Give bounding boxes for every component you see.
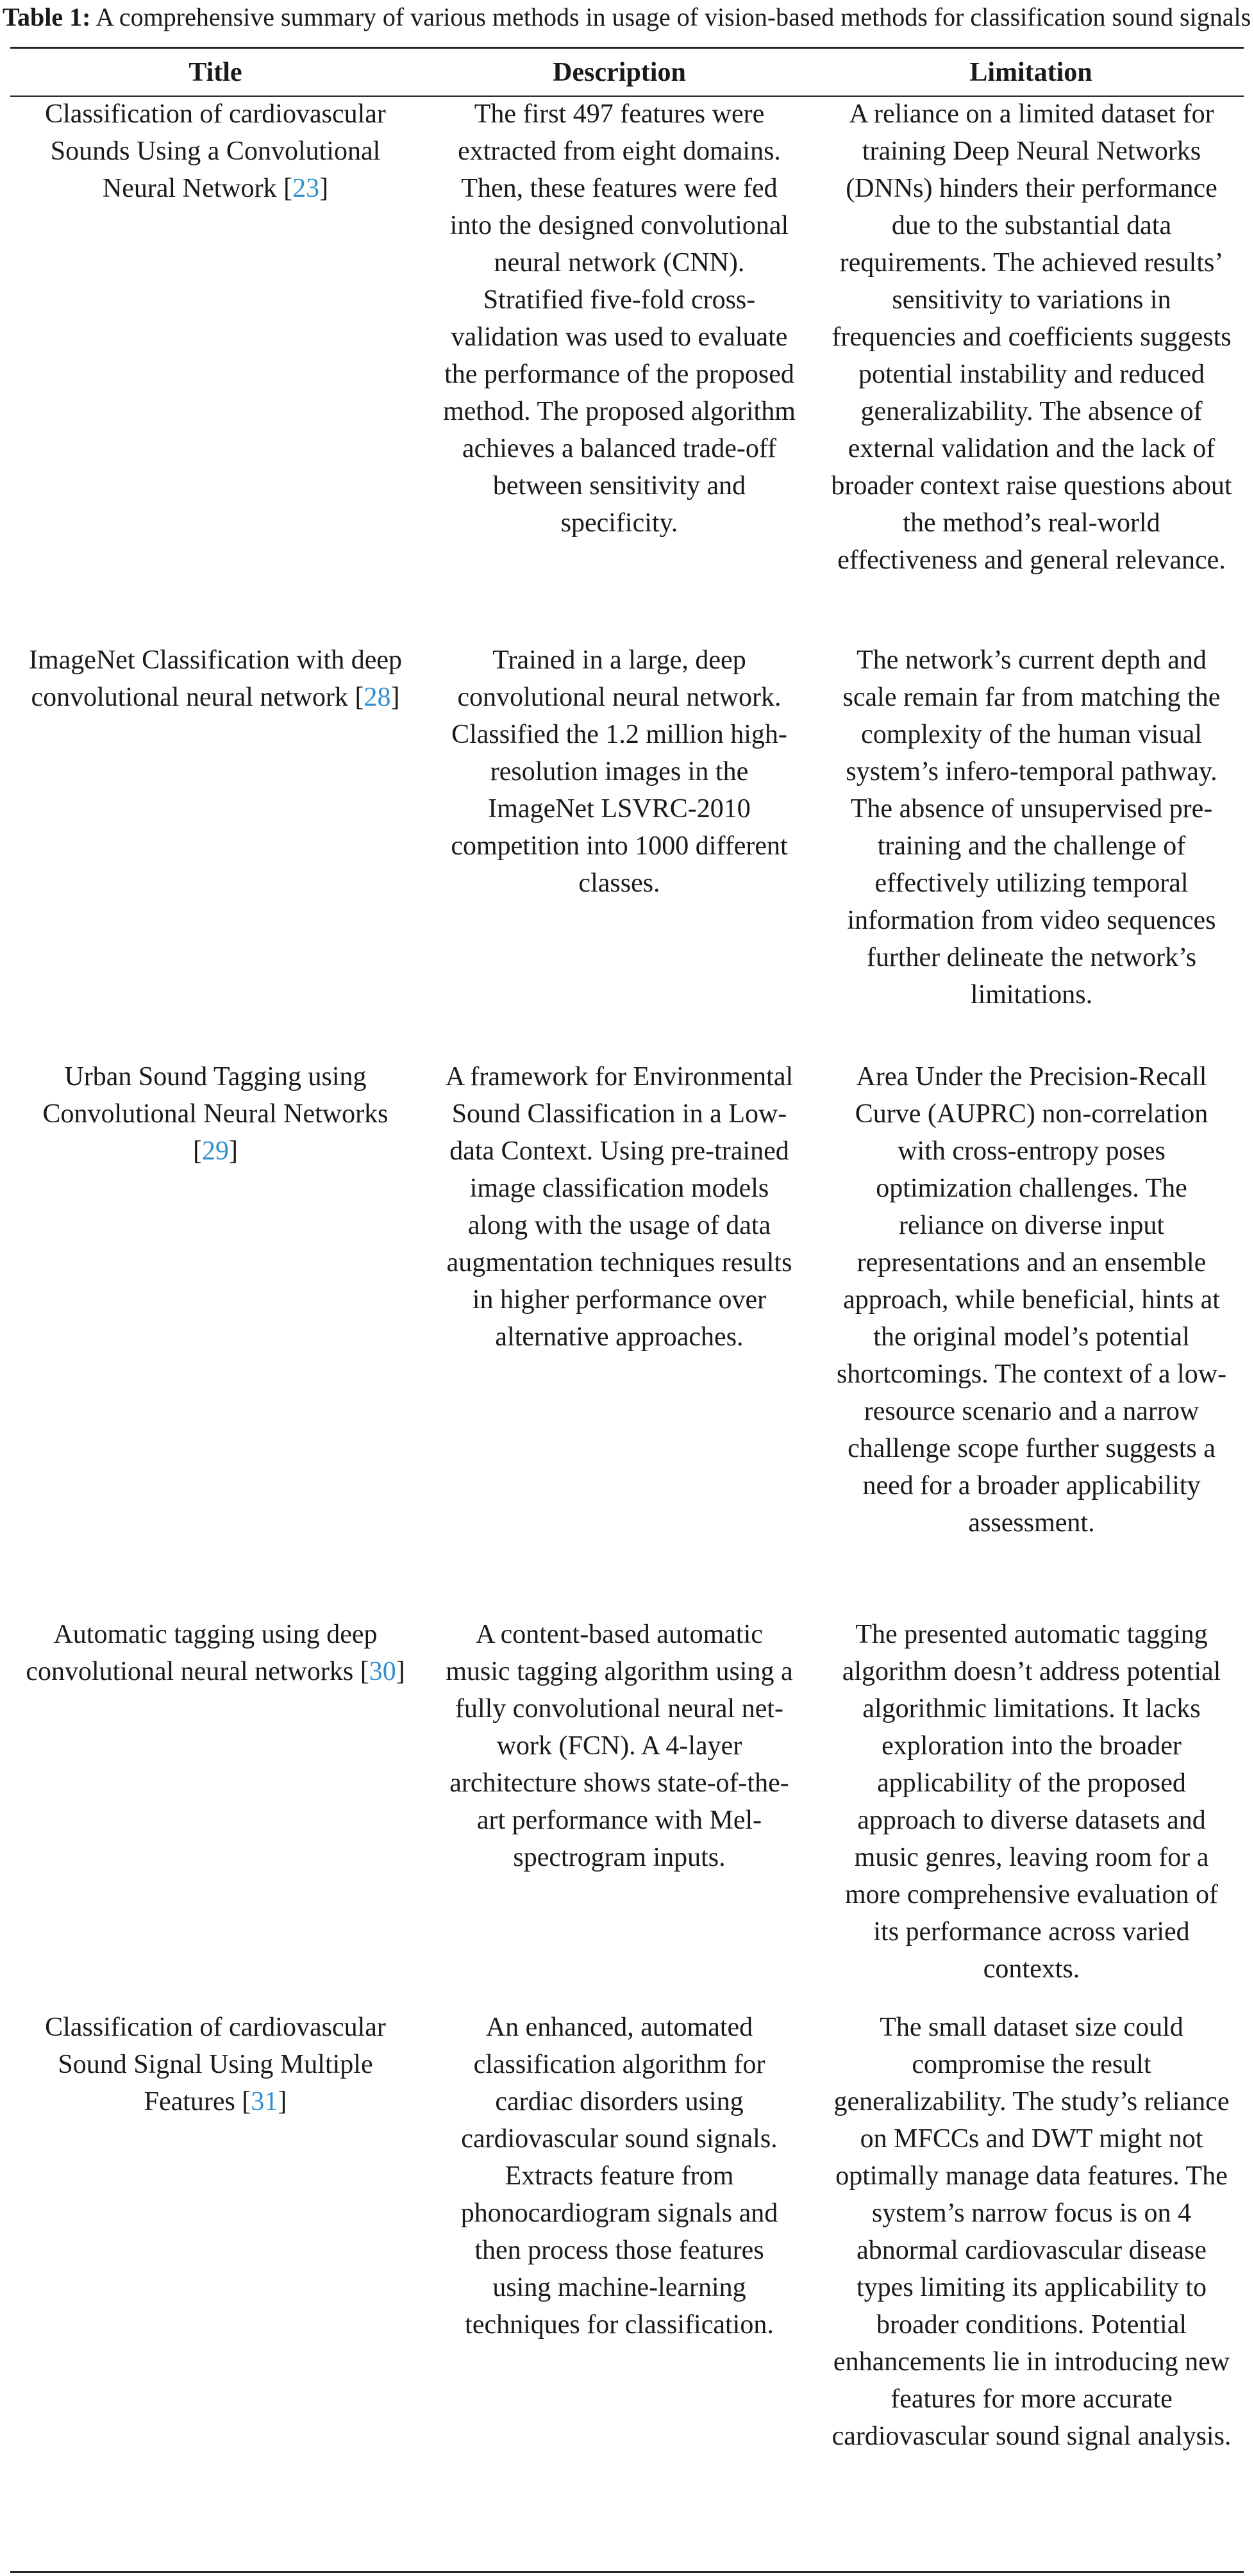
- row-title-cell: Classification of cardiovascular Sound Signal Using Multiple Features [31]: [45, 2013, 386, 2116]
- table-row: [10, 96, 1244, 642]
- citation-link[interactable]: 23: [292, 174, 320, 203]
- row-limitation: The network’s current depth and scale remain far from matching the complexity of the human visual system’s infero-temporal pathway. The absence of unsupervised pre-training and the challenge of effectively utilizing temporal information from video sequences further delineate the network’s limitations.: [842, 645, 1221, 1010]
- row-title: Classification of cardiovascular Sounds Using a Convolutional Neural Network: [45, 99, 386, 203]
- row-title-cell: Automatic tagging using deep convolutional neural networks [30]: [26, 1620, 405, 1686]
- citation-link[interactable]: 30: [369, 1657, 396, 1686]
- row-limitation: A reliance on a limited dataset for training Deep Neural Networks (DNNs) hinders their performance due to the substantial data requirements. The achieved results’ sensitivity to variations in frequencies and coefficients suggests potential instability and reduced generalizability. The absence of external validation and the lack of broader context raise questions about the method’s real-world effectiveness and general relevance.: [831, 99, 1232, 575]
- row-title: Classification of cardiovascular Sound Signal Using Multiple Features: [45, 2013, 386, 2116]
- table-bottom-rule: [10, 2571, 1244, 2573]
- citation-link[interactable]: 31: [251, 2087, 278, 2116]
- table-caption: [3, 1, 1251, 33]
- table-row: [10, 642, 1244, 1058]
- row-description: A framework for Environmental Sound Classification in a Low-data Context. Using pre-trained image classification models along with the usage of data augmentation techniques results in higher performance over alternative approaches.: [445, 1062, 794, 1352]
- row-description: An enhanced, automated classification algorithm for cardiac disorders using cardiovascular sound signals. Extracts feature from phonocardiogram signals and then process those features using machine-learning techniques for classification.: [460, 2013, 778, 2339]
- citation-link[interactable]: 28: [364, 683, 391, 712]
- row-title-cell: Classification of cardiovascular Sounds Using a Convolutional Neural Network [23]: [45, 99, 386, 203]
- summary-table: [10, 49, 1244, 2455]
- table-row: [10, 1058, 1244, 1616]
- table-caption-text: A comprehensive summary of various methods in usage of vision-based methods for classification sound signals: [96, 3, 1251, 31]
- citation-link[interactable]: 29: [202, 1136, 229, 1166]
- row-title-cell: ImageNet Classification with deep convolutional neural network [28]: [29, 645, 402, 712]
- row-description: Trained in a large, deep convolutional neural network. Classified the 1.2 million high-resolution images in the ImageNet LSVRC-2010 competition into 1000 different classes.: [451, 645, 788, 898]
- row-limitation: Area Under the Precision-Recall Curve (AUPRC) non-correlation with cross-entropy poses optimization challenges. The reliance on diverse input representations and an ensemble approach, while beneficial, hints at the original model’s potential shortcomings. The context of a low-resource scenario and a narrow challenge scope further suggests a need for a broader applicability assessment.: [836, 1062, 1227, 1538]
- row-limitation: The presented automatic tagging algorithm doesn’t address potential algorithmic limitations. It lacks exploration into the broader applicability of the proposed approach to diverse datasets and music genres, leaving room for a more comprehensive evaluation of its performance across varied contexts.: [842, 1620, 1221, 1984]
- header-title: Title: [188, 57, 242, 87]
- table-caption-label: Table 1:: [3, 3, 91, 31]
- row-description: The first 497 features were extracted from eight domains. Then, these features were fed into the designed convolutional neural network (CNN). Stratified five-fold cross-validation was used to evaluate the performance of the proposed method. The proposed algorithm achieves a balanced trade-off between sensitivity and specificity.: [443, 99, 796, 538]
- table-header-row: [10, 49, 1244, 96]
- row-title-cell: Urban Sound Tagging using Convolutional Neural Networks [29]: [42, 1062, 389, 1166]
- row-title: Urban Sound Tagging using Convolutional Neural Networks: [42, 1062, 389, 1129]
- row-title: Automatic tagging using deep convolutional neural networks: [26, 1620, 378, 1686]
- row-title: ImageNet Classification with deep convolutional neural network: [29, 645, 402, 712]
- row-description: A content-based automatic music tagging algorithm using a fully convolutional neural net-work (FCN). A 4-layer architecture shows state-of-the-art performance with Mel-spectrogram inputs.: [446, 1620, 793, 1872]
- row-limitation: The small dataset size could compromise the result generalizability. The study’s reliance on MFCCs and DWT might not optimally manage data features. The system’s narrow focus is on 4 abnormal cardiovascular disease types limiting its applicability to broader conditions. Potential enhancements lie in introducing new features for more accurate cardiovascular sound signal analysis.: [832, 2013, 1232, 2451]
- table-row: [10, 2009, 1244, 2455]
- table-row: [10, 1616, 1244, 2009]
- header-limitation: Limitation: [969, 57, 1092, 87]
- header-description: Description: [553, 57, 686, 87]
